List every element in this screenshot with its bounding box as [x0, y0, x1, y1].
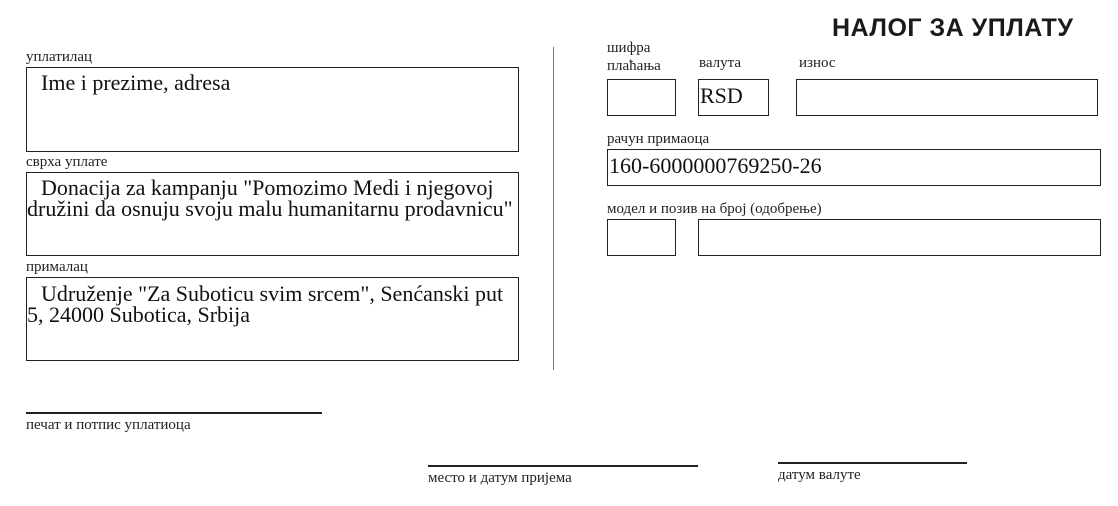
purpose-value: Donacija za kampanju "Pomozimo Medi i njegovoj družini da osnuju svoju malu humanitarnu prodavnicu" — [27, 175, 513, 221]
payer-field[interactable] — [26, 67, 519, 152]
currency-label: валута — [699, 55, 742, 71]
amount-label: износ — [799, 55, 836, 71]
signature-line — [26, 412, 322, 414]
place-date-line — [428, 465, 698, 467]
value-date-label: датум валуте — [778, 467, 861, 483]
signature-label: печат и потпис уплатиоца — [26, 417, 191, 433]
recipient-account-label: рачун примаоца — [607, 131, 710, 147]
payer-label: уплатилац — [26, 49, 93, 65]
purpose-field[interactable] — [26, 172, 519, 256]
payment-code-label-line2: плаћања — [607, 58, 661, 74]
model-reference-label: модел и позив на број (одобрење) — [607, 201, 822, 217]
place-date-label: место и датум пријема — [428, 470, 572, 486]
recipient-value: Udruženje "Za Suboticu svim srcem", Senćanski put 5, 24000 Subotica, Srbija — [27, 281, 504, 327]
payment-code-label-line1: шифра — [607, 40, 651, 56]
currency-value: RSD — [700, 83, 743, 108]
column-divider — [553, 47, 554, 370]
payment-code-label — [607, 39, 661, 75]
recipient-label: прималац — [26, 259, 88, 275]
value-date-line — [778, 462, 967, 464]
currency-field[interactable] — [698, 79, 769, 116]
reference-field[interactable] — [698, 219, 1101, 256]
recipient-account-field[interactable] — [607, 149, 1101, 186]
amount-field[interactable] — [796, 79, 1098, 116]
payment-code-field[interactable] — [607, 79, 676, 116]
recipient-field[interactable] — [26, 277, 519, 361]
recipient-account-value: 160-6000000769250-26 — [609, 153, 822, 178]
payer-value: Ime i prezime, adresa — [41, 70, 231, 95]
form-title: НАЛОГ ЗА УПЛАТУ — [832, 14, 1074, 42]
model-field[interactable] — [607, 219, 676, 256]
purpose-label: сврха уплате — [26, 154, 108, 170]
